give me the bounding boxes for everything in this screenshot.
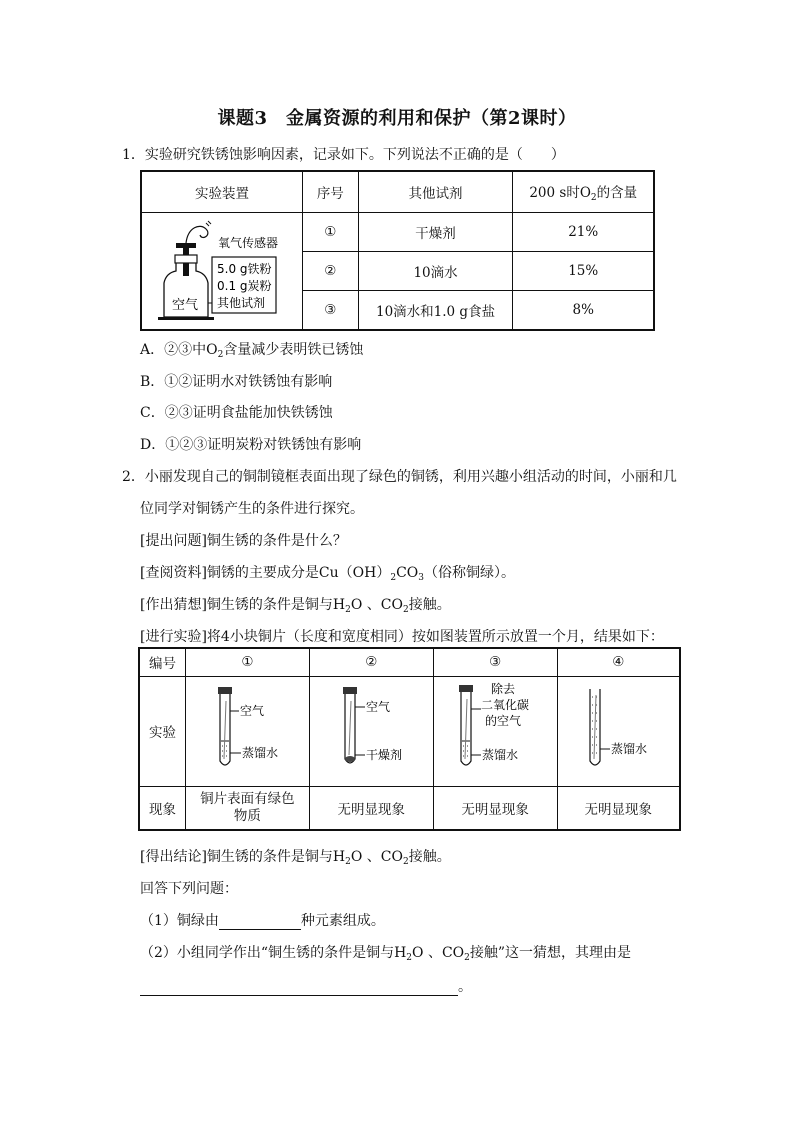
q2-obs-3: 无明显现象 <box>433 786 557 830</box>
carbon-powder-label: 0.1 g炭粉 <box>217 278 272 293</box>
q1-row3-o2: 8% <box>513 290 654 329</box>
air-label: 空气 <box>172 297 199 313</box>
q2-tube-3-cell <box>433 676 557 786</box>
tube-3-water-label: 蒸馏水 <box>482 748 519 762</box>
q2-experiment-intro: [进行实验]将4小块铜片（长度和宽度相同）按如图装置所示放置一个月，结果如下： <box>140 629 664 645</box>
q1-table <box>140 170 655 331</box>
q1-row2-reagent: 10滴水 <box>358 251 513 290</box>
q2-sub1: （1）铜绿由 种元素组成。 <box>140 913 385 929</box>
q1-row2-no: ② <box>303 251 359 290</box>
q2-guess: [作出猜想]铜生锈的条件是铜与$H_2O$ 、$CO_2$接触。 <box>140 597 451 615</box>
q1-header-reagent: 其他试剂 <box>358 171 513 212</box>
q2-stem-line2: 位同学对铜锈产生的条件进行探究。 <box>140 501 364 517</box>
q1-apparatus-cell <box>141 212 303 330</box>
oxygen-sensor-label: 氧气传感器 <box>218 235 279 250</box>
test-tube-3-diagram <box>435 679 555 779</box>
test-tube-1-diagram <box>187 679 307 779</box>
tube-4-water-label: 蒸馏水 <box>611 742 648 756</box>
q2-table <box>138 647 681 831</box>
q1-row3-reagent: 10滴水和1.0 g食盐 <box>358 290 513 329</box>
tube-2-desiccant-label: 干燥剂 <box>366 748 403 762</box>
q2-ask: [提出问题]铜生锈的条件是什么？ <box>140 533 347 549</box>
q2-answer-intro: 回答下列问题： <box>140 881 238 897</box>
q1-row1-no: ① <box>303 212 359 251</box>
iron-rust-apparatus-diagram <box>142 213 302 325</box>
tube-3-air-label: 的空气 <box>485 714 522 728</box>
q2-info: [查阅资料]铜锈的主要成分是$Cu(OH)_2CO_3$（俗称铜绿）。 <box>140 565 516 583</box>
q2-obs-2: 无明显现象 <box>309 786 433 830</box>
q2-tube-2-cell <box>309 676 433 786</box>
tube-2-air-label: 空气 <box>366 700 391 714</box>
tube-1-water-label: 蒸馏水 <box>242 746 279 760</box>
q1-row1-reagent: 干燥剂 <box>358 212 513 251</box>
tube-1-air-label: 空气 <box>240 704 265 718</box>
q1-option-b: B．①②证明水对铁锈蚀有影响 <box>140 374 333 390</box>
iron-powder-label: 5.0 g铁粉 <box>217 261 272 276</box>
other-reagent-label: 其他试剂 <box>217 295 266 310</box>
q2-header-no: 编号 <box>139 648 185 676</box>
test-tube-2-diagram <box>311 679 431 779</box>
q1-option-c: C．②③证明食盐能加快铁锈蚀 <box>140 405 333 421</box>
q2-sub2-answer-line: 。 <box>140 978 472 996</box>
q2-sub2: （2）小组同学作出“铜生锈的条件是铜与$H_2O$ 、$CO_2$接触”这一猜想，其理由是 <box>140 945 632 963</box>
page-title: 课题3 金属资源的利用和保护（第2课时） <box>217 108 577 129</box>
tube-3-remove-label: 除去 <box>491 682 516 696</box>
q2-header-2: ② <box>309 648 433 676</box>
q1-row1-o2: 21% <box>513 212 654 251</box>
q2-sub2-answer-blank[interactable] <box>140 979 458 996</box>
q1-stem: 1．实验研究铁锈蚀影响因素，记录如下。下列说法不正确的是（ ） <box>122 147 565 163</box>
q1-header-apparatus: 实验装置 <box>141 171 303 212</box>
q2-header-3: ③ <box>433 648 557 676</box>
tube-3-co2-label: 二氧化碳 <box>481 698 530 712</box>
q2-obs-4: 无明显现象 <box>557 786 680 830</box>
test-tube-4-diagram <box>558 679 678 779</box>
q2-row-observation-label: 现象 <box>139 786 185 830</box>
q1-option-d: D．①②③证明炭粉对铁锈蚀有影响 <box>140 437 362 453</box>
q1-header-no: 序号 <box>303 171 359 212</box>
q1-row3-no: ③ <box>303 290 359 329</box>
q2-tube-1-cell <box>185 676 309 786</box>
q2-conclusion: [得出结论]铜生锈的条件是铜与$H_2O$ 、$CO_2$接触。 <box>140 849 451 867</box>
q1-header-o2: 200 s时$O_2$的含量 <box>513 171 654 212</box>
q2-header-4: ④ <box>557 648 680 676</box>
q2-obs-1: 铜片表面有绿色 物质 <box>185 786 309 830</box>
q2-stem-line1: 2．小丽发现自己的铜制镜框表面出现了绿色的铜锈，利用兴趣小组活动的时间，小丽和几 <box>122 469 677 485</box>
q1-row2-o2: 15% <box>513 251 654 290</box>
q2-sub1-answer-blank[interactable] <box>219 913 301 930</box>
q2-tube-4-cell <box>557 676 680 786</box>
q2-header-1: ① <box>185 648 309 676</box>
q2-row-experiment-label: 实验 <box>139 676 185 786</box>
q1-option-a: A．②③中$O_2$含量减少表明铁已锈蚀 <box>140 342 364 360</box>
